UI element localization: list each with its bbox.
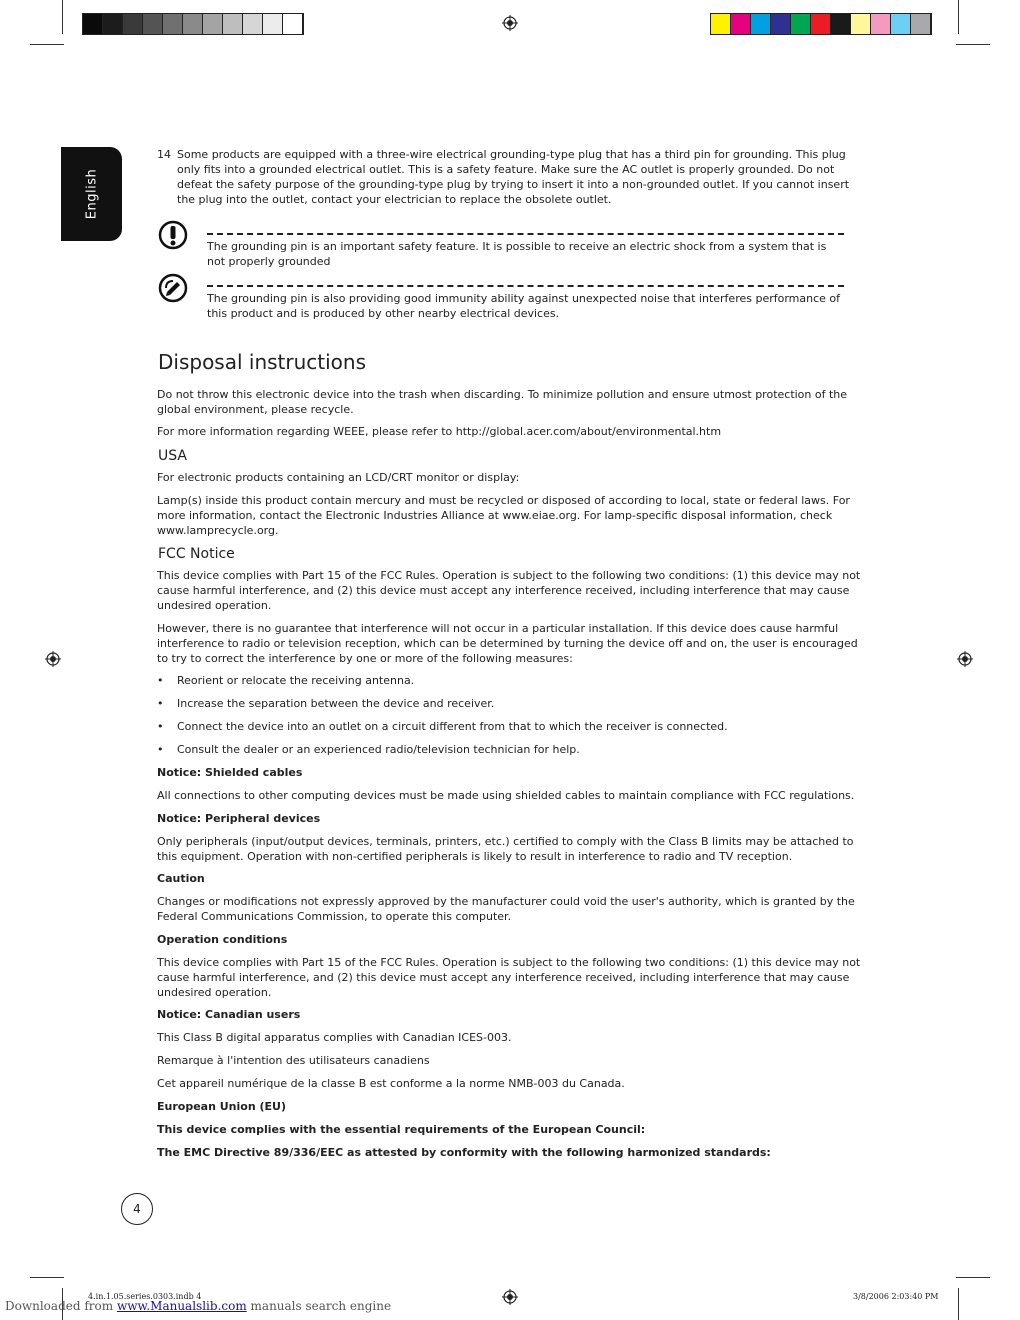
color-swatch	[751, 14, 771, 34]
bullet-glyph: •	[157, 674, 164, 687]
operation-conditions-text: This device complies with Part 15 of the FCC Rules. Operation is subject to the following two conditions: (1) this device may not cause harmful interference, and (2) this device must accept any interference received, including interference that may cause undesired operation.	[157, 956, 861, 999]
process-color-bar	[710, 13, 932, 35]
page-number: 4	[121, 1193, 153, 1225]
color-swatch	[871, 14, 891, 34]
usa-heading: USA	[158, 448, 187, 464]
footer-suffix: manuals search engine	[250, 1299, 392, 1313]
canadian-users-heading: Notice: Canadian users	[157, 1008, 301, 1021]
canadian-paragraph-2: Remarque à l'intention des utilisateurs canadiens	[157, 1054, 430, 1067]
color-swatch	[851, 14, 871, 34]
crop-mark	[30, 1277, 64, 1278]
color-swatch	[263, 14, 283, 34]
safety-item-14	[157, 147, 857, 207]
canadian-paragraph-3: Cet appareil numérique de la classe B est conforme a la norme NMB-003 du Canada.	[157, 1077, 625, 1090]
color-swatch	[143, 14, 163, 34]
color-swatch	[103, 14, 123, 34]
color-swatch	[163, 14, 183, 34]
language-tab-label: English	[84, 168, 99, 220]
slug-timestamp: 3/8/2006 2:03:40 PM	[853, 1292, 939, 1301]
list-item-text: Consult the dealer or an experienced radio/television technician for help.	[177, 743, 580, 756]
item-text: Some products are equipped with a three-wire electrical grounding-type plug that has a third pin for grounding. This plug only fits into a grounded electrical outlet. This is a safety feature. Make sure the AC outlet is properly grounded. Do not defeat the safety purpose of the grounding-type plug by trying to insert it into a non-grounded outlet. If you cannot insert the plug into the outlet, contact your electrician to replace the obsolete outlet.	[177, 148, 850, 206]
shielded-cables-heading: Notice: Shielded cables	[157, 766, 303, 779]
registration-mark-icon	[502, 1289, 518, 1305]
disposal-paragraph-1: Do not throw this electronic device into the trash when discarding. To minimize pollution and ensure utmost protection of the global environment, please recycle.	[157, 388, 848, 416]
peripheral-devices-heading: Notice: Peripheral devices	[157, 812, 321, 825]
note-divider	[207, 285, 844, 287]
manualslib-link[interactable]: www.Manualslib.com	[116, 1299, 247, 1313]
shielded-cables-text: All connections to other computing devices must be made using shielded cables to maintain compliance with FCC regulations.	[157, 789, 855, 802]
slug-filename: 4.in.1.05.series.0303.indb 4	[88, 1292, 202, 1301]
registration-mark-icon	[957, 651, 973, 667]
list-item-text: Connect the device into an outlet on a circuit different from that to which the receiver is connected.	[177, 720, 728, 733]
color-swatch	[811, 14, 831, 34]
crop-mark	[62, 0, 63, 34]
crop-mark	[30, 44, 64, 45]
list-item-text: Reorient or relocate the receiving antenna.	[177, 674, 415, 687]
language-tab	[61, 147, 122, 241]
registration-mark-icon	[45, 651, 61, 667]
bullet-glyph: •	[157, 697, 164, 710]
color-swatch	[831, 14, 851, 34]
info-note-text: The grounding pin is also providing good immunity ability against unexpected noise that interferes performance of this product and is produced by other nearby electrical devices.	[207, 292, 841, 320]
caution-text: Changes or modifications not expressly approved by the manufacturer could void the user's authority, which is granted by the Federal Communications Commission, to operate this computer.	[157, 895, 855, 923]
disposal-paragraph-2: For more information regarding WEEE, please refer to http://global.acer.com/about/environmental.htm	[157, 425, 722, 438]
color-swatch	[243, 14, 263, 34]
item-number: 14	[157, 148, 171, 161]
color-swatch	[911, 14, 931, 34]
peripheral-devices-text: Only peripherals (input/output devices, terminals, printers, etc.) certified to comply with the Class B limits may be attached to this equipment. Operation with non-certified peripherals is likely to result in interference to radio and TV reception.	[157, 835, 854, 863]
warning-note-text: The grounding pin is an important safety feature. It is possible to receive an electric shock from a system that is not properly grounded	[207, 240, 827, 268]
color-swatch	[791, 14, 811, 34]
crop-mark	[956, 1277, 990, 1278]
color-swatch	[711, 14, 731, 34]
grayscale-color-bar	[82, 13, 304, 35]
fcc-paragraph-2: However, there is no guarantee that interference will not occur in a particular installation. If this device does cause harmful interference to radio or television reception, which can be determined by turning the device off and on, the user is encouraged to try to correct the interference by one or more of the following measures:	[157, 622, 858, 665]
canadian-paragraph-1: This Class B digital apparatus complies with Canadian ICES-003.	[157, 1031, 512, 1044]
note-icon	[158, 273, 188, 303]
note-divider	[207, 233, 844, 235]
color-swatch	[223, 14, 243, 34]
eu-heading: European Union (EU)	[157, 1100, 286, 1113]
registration-mark-icon	[502, 15, 518, 31]
eu-paragraph-1: This device complies with the essential requirements of the European Council:	[157, 1123, 646, 1136]
list-item-text: Increase the separation between the device and receiver.	[177, 697, 495, 710]
bullet-glyph: •	[157, 720, 164, 733]
fcc-paragraph-1: This device complies with Part 15 of the FCC Rules. Operation is subject to the following two conditions: (1) this device may not cause harmful interference, and (2) this device must accept any interference received, including interference that may cause undesired operation.	[157, 569, 861, 612]
usa-paragraph-2: Lamp(s) inside this product contain mercury and must be recycled or disposed of according to local, state or federal laws. For more information, contact the Electronic Industries Alliance at www.eiae.org. For lamp-specific disposal information, check www.lamprecycle.org.	[157, 494, 850, 537]
fcc-heading: FCC Notice	[158, 546, 235, 562]
bullet-glyph: •	[157, 743, 164, 756]
color-swatch	[183, 14, 203, 34]
color-swatch	[771, 14, 791, 34]
eu-paragraph-2: The EMC Directive 89/336/EEC as attested by conformity with the following harmonized standards:	[157, 1146, 771, 1159]
disposal-heading: Disposal instructions	[158, 350, 367, 374]
warning-icon	[158, 220, 188, 250]
color-swatch	[83, 14, 103, 34]
download-footer	[5, 1299, 391, 1313]
caution-heading: Caution	[157, 872, 205, 885]
color-swatch	[731, 14, 751, 34]
color-swatch	[123, 14, 143, 34]
color-swatch	[283, 14, 303, 34]
crop-mark	[958, 1288, 959, 1320]
usa-paragraph-1: For electronic products containing an LCD/CRT monitor or display:	[157, 471, 520, 484]
footer-prefix: Downloaded from	[5, 1299, 114, 1313]
color-swatch	[203, 14, 223, 34]
crop-mark	[956, 44, 990, 45]
operation-conditions-heading: Operation conditions	[157, 933, 288, 946]
color-swatch	[891, 14, 911, 34]
crop-mark	[958, 0, 959, 34]
